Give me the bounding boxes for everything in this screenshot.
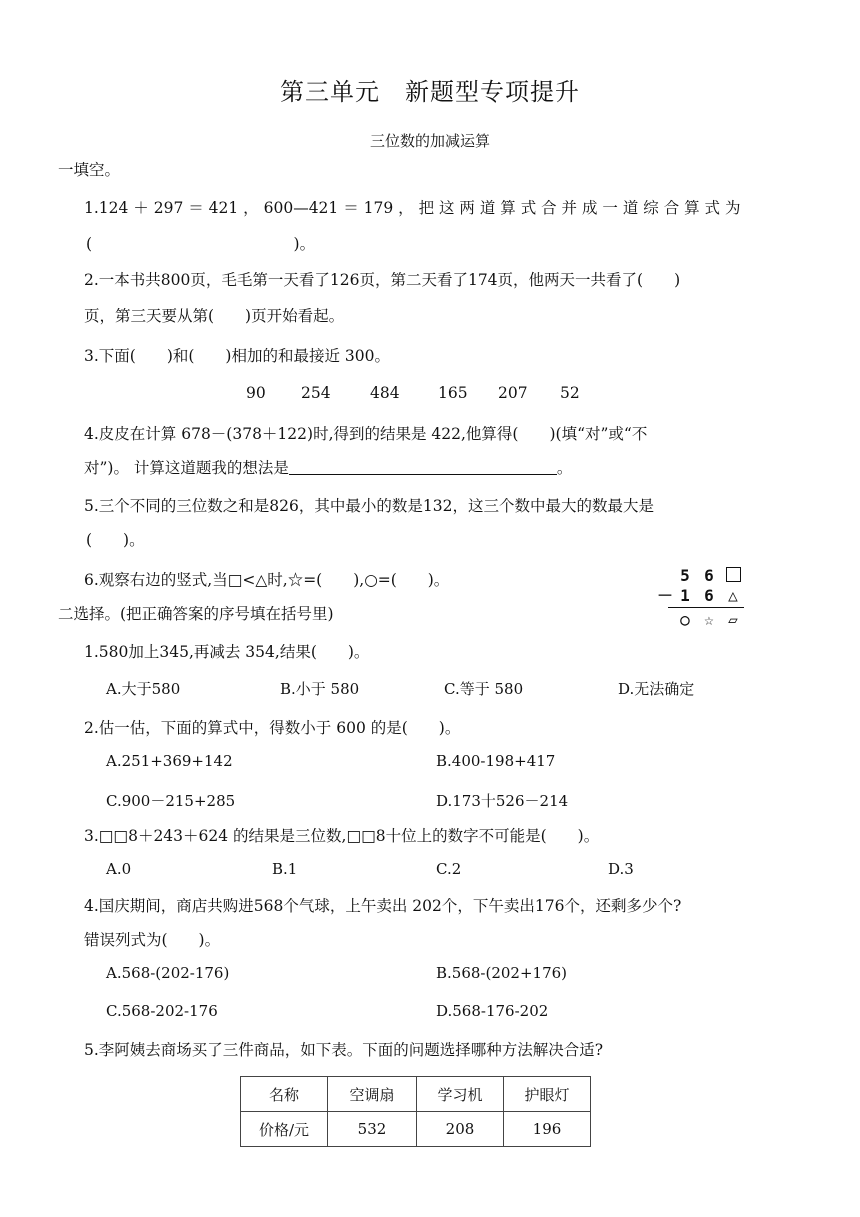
q6-fill-line1: 6.观察右边的竖式,当□<△时,☆=( ),○=( )。 — [84, 571, 450, 589]
digit: 6 — [704, 586, 714, 605]
option-c[interactable]: C.900－215+285 — [106, 792, 236, 810]
option-a[interactable]: A.251+369+142 — [106, 752, 233, 770]
table-cell: 价格/元 — [241, 1112, 328, 1147]
section-heading-fill: 一填空。 — [58, 161, 121, 179]
star-icon: ☆ — [704, 610, 714, 629]
option-d[interactable]: D.173十526－214 — [436, 792, 569, 810]
option-c[interactable]: C.等于 580 — [444, 680, 524, 698]
q4-fill-line2-text: 对”)。 计算这道题我的想法是 — [84, 459, 289, 477]
price-table — [240, 1076, 591, 1147]
table-header-cell: 学习机 — [417, 1077, 504, 1112]
option-d[interactable]: D.3 — [608, 860, 634, 878]
option-a[interactable]: A.大于580 — [106, 680, 181, 698]
option-c[interactable]: C.2 — [436, 860, 462, 878]
option-b[interactable]: B.1 — [272, 860, 298, 878]
q1-fill-line1: 1.124 ＋ 297 ＝ 421 ， 600—421 ＝ 179 ， 把 这 两 道 算 式 合 并 成 一 道 综 合 算 式 为 — [84, 199, 741, 217]
q1-choice: 1.580加上345,再减去 354,结果( )。 — [84, 643, 370, 661]
option-b[interactable]: B.400-198+417 — [436, 752, 556, 770]
table-header-cell: 空调扇 — [328, 1077, 417, 1112]
q4-fill-line2 — [84, 456, 572, 478]
section-heading-choice: 二选择。(把正确答案的序号填在括号里) — [58, 605, 334, 623]
option-b[interactable]: B.568-(202+176) — [436, 964, 568, 982]
q3-fill-line1: 3.下面( )和( )相加的和最接近 300。 — [84, 347, 390, 365]
option-d[interactable]: D.568-176-202 — [436, 1002, 549, 1020]
table-cell: 532 — [328, 1112, 417, 1147]
q4-fill-line2-end: 。 — [556, 459, 573, 477]
q2-choice: 2.估一估，下面的算式中，得数小于 600 的是( )。 — [84, 719, 461, 737]
digit: 6 — [704, 566, 714, 585]
table-header-cell: 名称 — [241, 1077, 328, 1112]
square-box-icon — [722, 566, 744, 586]
page-title: 第三单元 新题型专项提升 — [280, 78, 580, 106]
q3-number: 484 — [370, 384, 400, 402]
table-row — [241, 1112, 591, 1147]
q3-number: 52 — [560, 384, 580, 402]
q3-number: 90 — [246, 384, 266, 402]
option-b[interactable]: B.小于 580 — [280, 680, 360, 698]
answer-blank-line[interactable] — [289, 458, 557, 475]
table-row — [241, 1077, 591, 1112]
minus-sign: － — [656, 586, 673, 605]
q2-fill-line2: 页，第三天要从第( )页开始看起。 — [84, 307, 345, 325]
table-cell: 196 — [504, 1112, 591, 1147]
option-a[interactable]: A.0 — [106, 860, 132, 878]
divider-line — [668, 607, 744, 608]
parallelogram-icon: ▱ — [728, 610, 738, 629]
circle-icon: ○ — [680, 610, 690, 629]
table-cell: 208 — [417, 1112, 504, 1147]
table-header-cell: 护眼灯 — [504, 1077, 591, 1112]
q5-fill-line2: ( )。 — [86, 531, 145, 549]
option-c[interactable]: C.568-202-176 — [106, 1002, 218, 1020]
q3-number: 207 — [498, 384, 528, 402]
q1-fill-line2[interactable]: ( )。 — [86, 235, 316, 253]
digit: 5 — [680, 566, 690, 585]
q4-choice-line2: 错误列式为( )。 — [84, 931, 221, 949]
q4-choice-line1: 4.国庆期间，商店共购进568个气球，上午卖出 202个，下午卖出176个，还剩多少个? — [84, 897, 682, 915]
q5-choice: 5.李阿姨去商场买了三件商品，如下表。下面的问题选择哪种方法解决合适? — [84, 1041, 604, 1059]
q3-number: 165 — [438, 384, 468, 402]
q5-fill-line1: 5.三个不同的三位数之和是826，其中最小的数是132，这三个数中最大的数最大是 — [84, 497, 654, 515]
q2-fill-line1: 2.一本书共800页，毛毛第一天看了126页，第二天看了174页，他两天一共看了( ) — [84, 271, 681, 289]
q4-fill-line1: 4.皮皮在计算 678－(378＋122)时,得到的结果是 422,他算得( )(填“对”或“不 — [84, 425, 648, 443]
q3-number: 254 — [301, 384, 331, 402]
page-subtitle: 三位数的加减运算 — [369, 132, 490, 150]
option-d[interactable]: D.无法确定 — [618, 680, 695, 698]
triangle-icon: △ — [728, 586, 738, 605]
digit: 1 — [680, 586, 690, 605]
q3-choice: 3.□□8＋243＋624 的结果是三位数,□□8十位上的数字不可能是( )。 — [84, 827, 600, 845]
vertical-subtraction — [656, 566, 748, 630]
option-a[interactable]: A.568-(202-176) — [106, 964, 230, 982]
